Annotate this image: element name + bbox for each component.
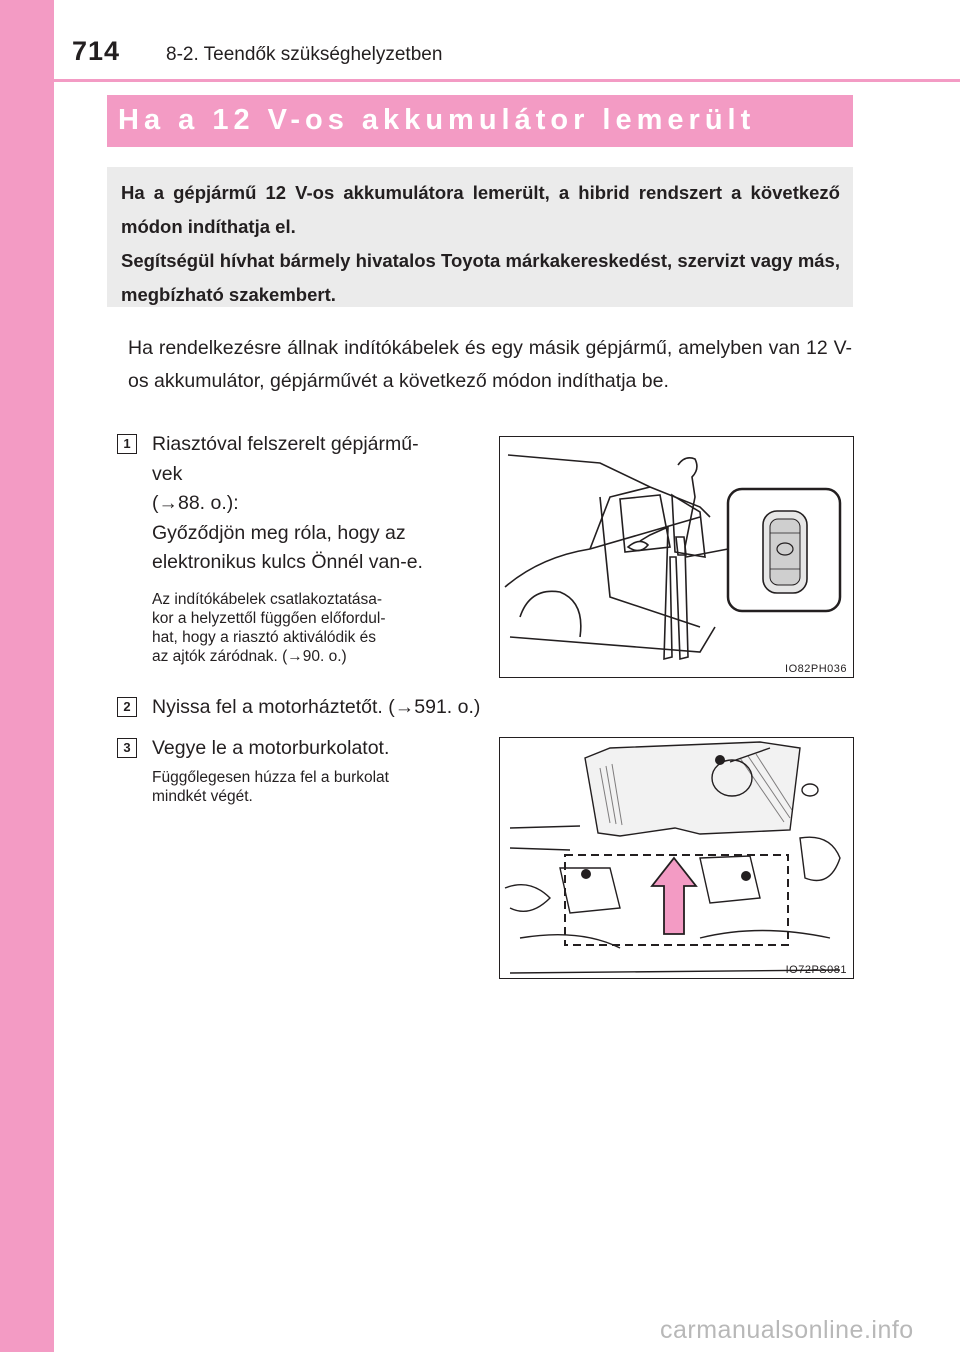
electronic-key-icon	[763, 511, 807, 593]
step-number-2: 2	[117, 697, 137, 717]
step-1-line: elektronikus kulcs Önnél van-e.	[152, 551, 423, 573]
step-1-line: (→88. o.):	[152, 492, 239, 514]
step-1-text	[152, 430, 423, 578]
intro-paragraph: Ha rendelkezésre állnak indítókábelek és egy másik gépjármű, amelyben van 12 V-os akkumulátor, gépjárművét a következő módon indíthatja be.	[128, 337, 852, 392]
step-3-text: Vegye le a motorburkolatot.	[152, 737, 390, 759]
step-1-note-line: az ajtók záródnak. (→90. o.)	[152, 648, 347, 665]
step-3-note-line: Függőlegesen húzza fel a burkolat	[152, 769, 389, 786]
step-1-line: vek	[152, 462, 183, 485]
engine-cover-illustration	[500, 738, 853, 978]
step-1-line: Riasztóval felszerelt gépjármű-	[152, 433, 419, 455]
step-1-note-line: hat, hogy a riasztó aktiválódik és	[152, 629, 377, 646]
step-number-1: 1	[117, 434, 137, 454]
info-box-line-2: Segítségül hívhat bármely hivatalos Toyota márkakereskedést, szervizt vagy más, megbízható szakembert.	[121, 250, 840, 305]
figure-engine-cover	[499, 737, 854, 979]
info-box-line-1: Ha a gépjármű 12 V-os akkumulátora lemerült, a hibrid rendszert a következő módon indíthatja el.	[121, 182, 840, 237]
page-side-band	[0, 0, 54, 1352]
watermark: carmanualsonline.info	[660, 1316, 914, 1344]
page-number: 714	[72, 36, 121, 66]
step-number-3: 3	[117, 738, 137, 758]
chapter-heading: 8-2. Teendők szükséghelyzetben	[166, 44, 443, 65]
step-1-note-line: Az indítókábelek csatlakoztatása-	[152, 591, 383, 608]
info-box-text	[121, 176, 840, 312]
header-rule	[54, 79, 960, 82]
step-1-note-line: kor a helyzettől függően előfordul-	[152, 610, 386, 627]
lift-up-arrow-icon	[652, 858, 696, 934]
step-1-note	[152, 590, 462, 666]
section-title: Ha a 12 V-os akkumulátor lemerült	[118, 104, 756, 136]
fastener-marker	[741, 871, 751, 881]
figure-2-code: IO72PS081	[785, 964, 847, 976]
step-2-text: Nyissa fel a motorháztetőt. (→591. o.)	[152, 696, 481, 718]
step-3-note	[152, 768, 478, 806]
step-1-line: Győződjön meg róla, hogy az	[152, 521, 406, 544]
step-3-note-line: mindkét végét.	[152, 788, 253, 805]
car-key-illustration	[500, 437, 853, 677]
figure-1-code: IO82PH036	[785, 663, 847, 675]
fastener-marker	[715, 755, 725, 765]
figure-car-electronic-key	[499, 436, 854, 678]
fastener-marker	[581, 869, 591, 879]
